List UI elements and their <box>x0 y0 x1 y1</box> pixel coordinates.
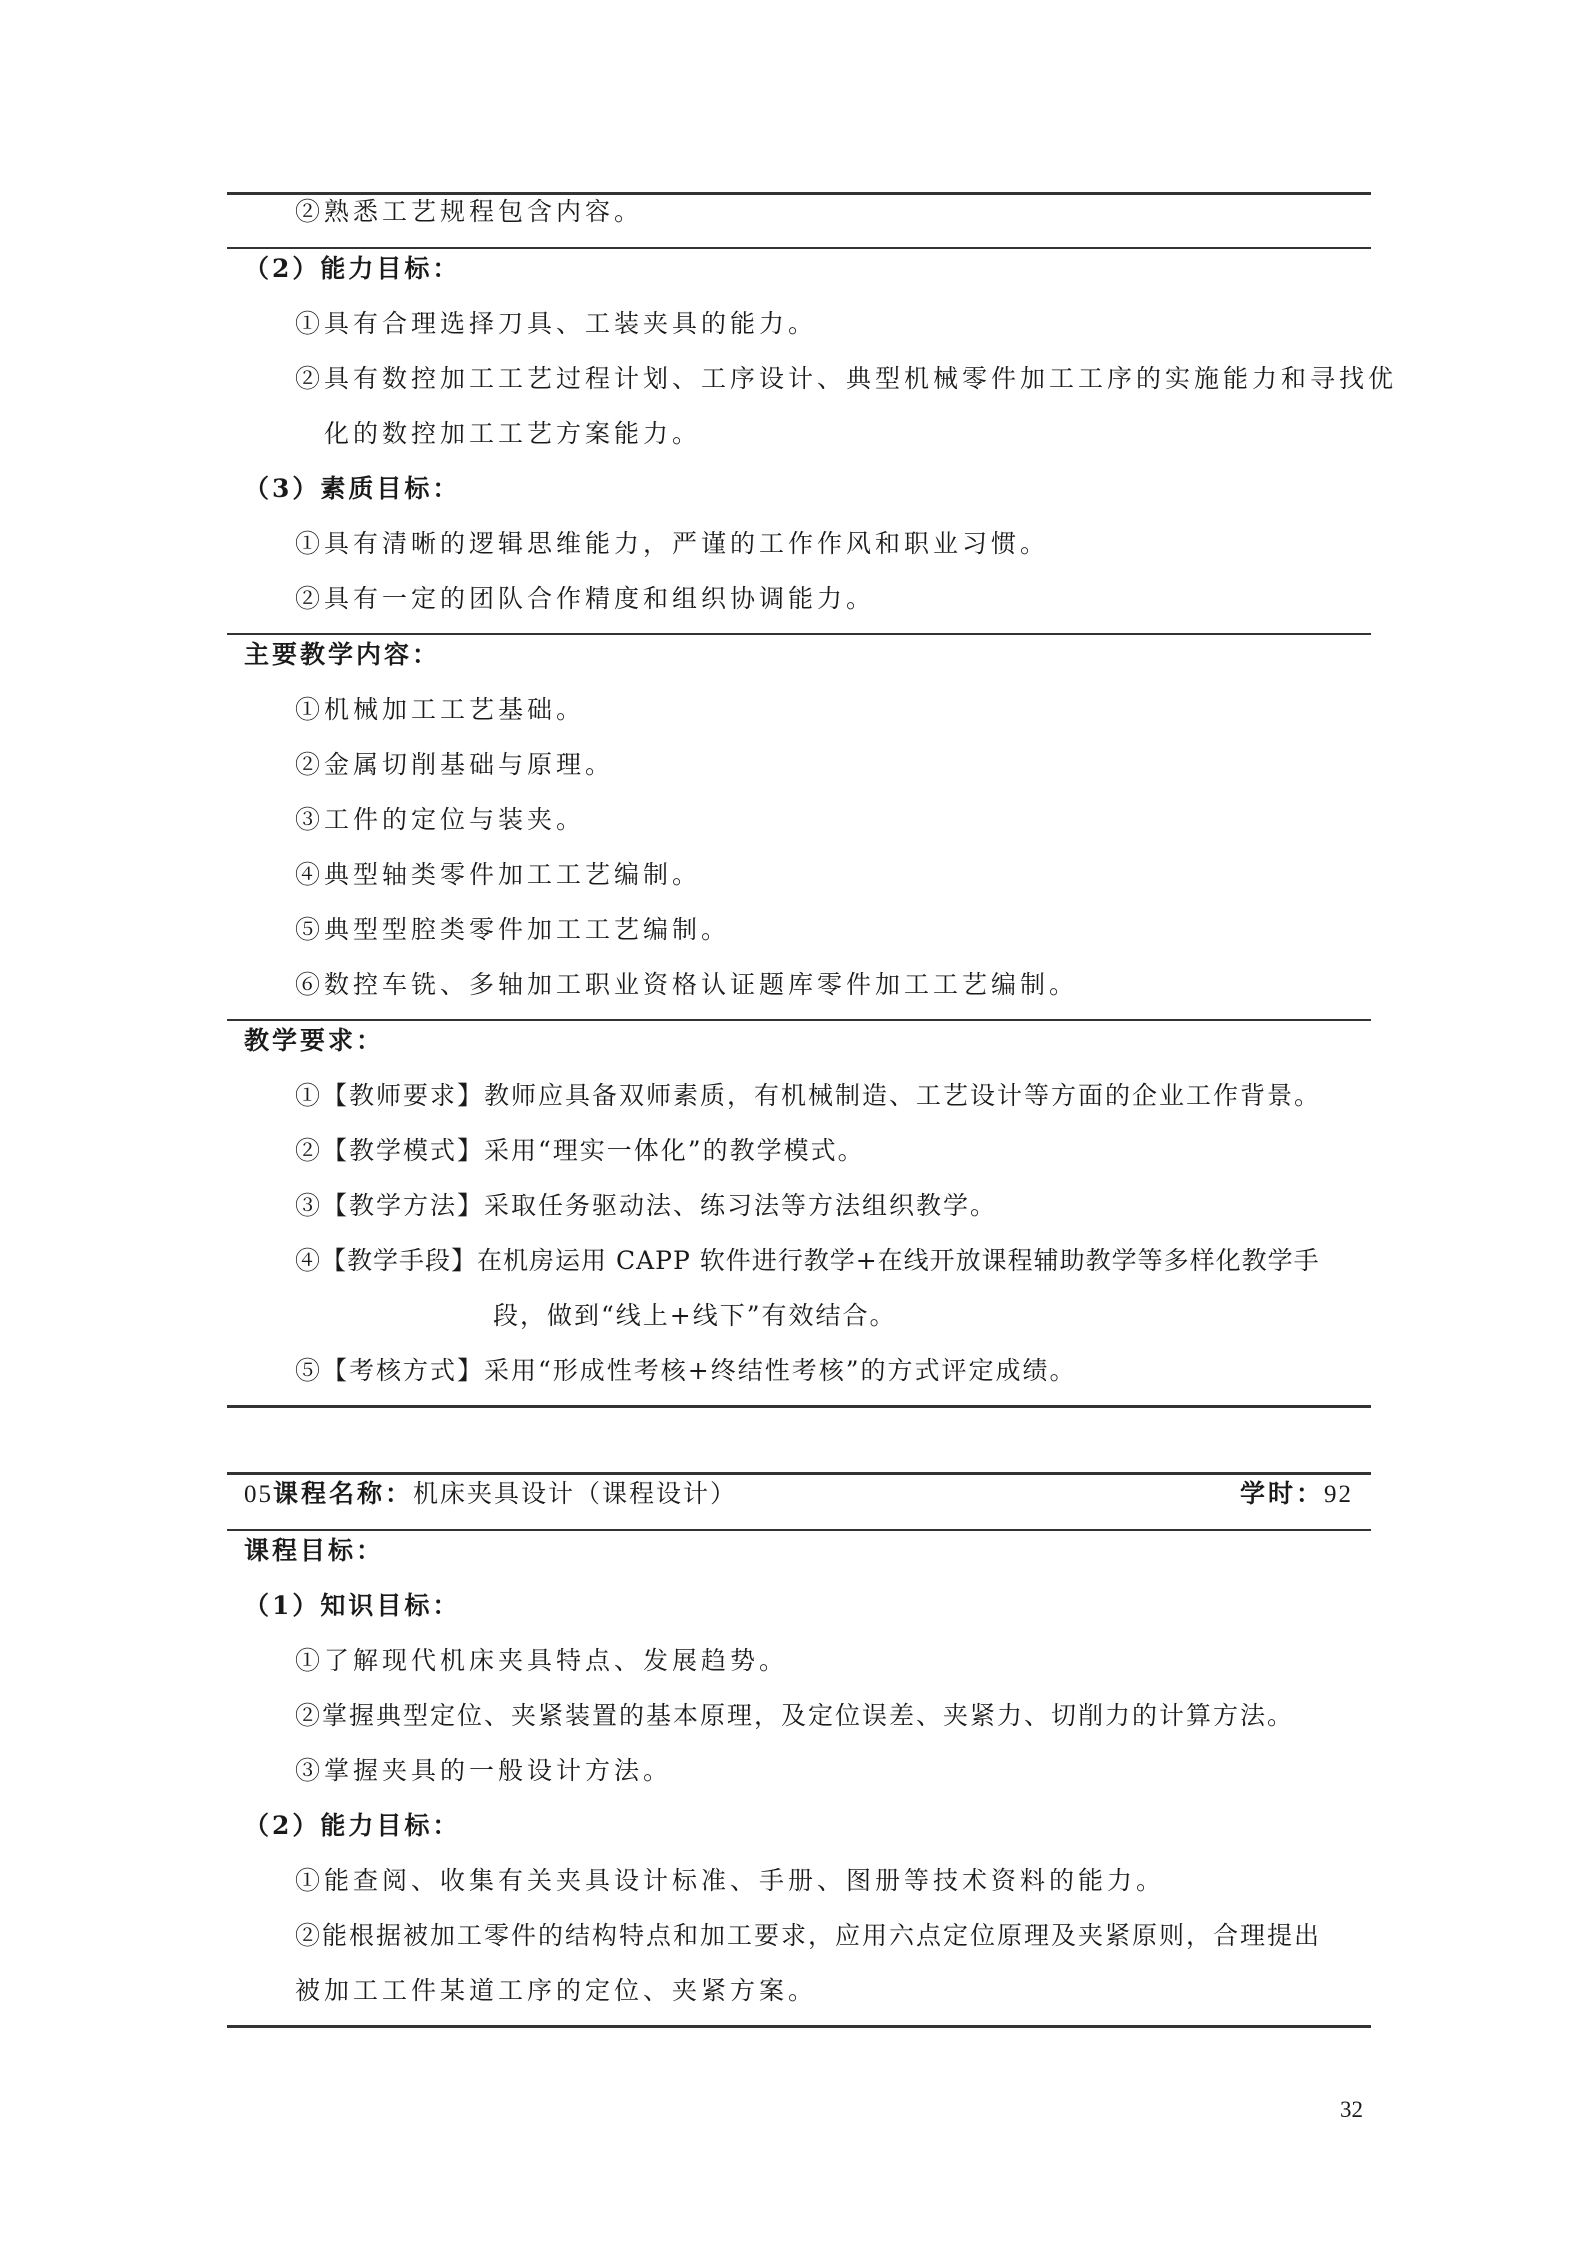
requirement-item-continued: 段，做到“线上+线下”有效结合。 <box>493 1301 897 1330</box>
course-name: 机床夹具设计（课程设计） <box>413 1479 738 1508</box>
section-divider <box>227 1529 1371 1531</box>
knowledge-item: ③掌握夹具的一般设计方法。 <box>295 1756 673 1785</box>
table-top-rule <box>227 1472 1371 1475</box>
section-divider <box>227 1019 1371 1021</box>
requirement-item: ④【教学手段】在机房运用 CAPP 软件进行教学+在线开放课程辅助教学等多样化教学手 <box>295 1246 1320 1275</box>
content-heading: 主要教学内容： <box>244 640 441 669</box>
requirements-heading: 教学要求： <box>244 1026 385 1055</box>
requirement-item: ②【教学模式】采用“理实一体化”的教学模式。 <box>295 1136 865 1165</box>
requirement-item: ⑤【考核方式】采用“形成性考核+终结性考核”的方式评定成绩。 <box>295 1356 1077 1385</box>
content-item: ②金属切削基础与原理。 <box>295 750 615 779</box>
content-item: ⑥数控车铣、多轴加工职业资格认证题库零件加工工艺编制。 <box>295 970 1079 999</box>
ability-heading: （2）能力目标： <box>244 254 461 283</box>
page-number: 32 <box>1340 2097 1363 2122</box>
table-bottom-rule <box>227 1405 1371 1408</box>
knowledge-heading: （1）知识目标： <box>244 1591 461 1620</box>
hours-label: 学时： <box>1240 1479 1325 1508</box>
knowledge-item: ②掌握典型定位、夹紧装置的基本原理，及定位误差、夹紧力、切削力的计算方法。 <box>295 1701 1295 1730</box>
ability-item-continued: 化的数控加工工艺方案能力。 <box>324 419 702 448</box>
quality-item: ②具有一定的团队合作精度和组织协调能力。 <box>295 584 876 613</box>
table-bottom-rule <box>227 2025 1371 2028</box>
ability-heading: （2）能力目标： <box>244 1811 461 1840</box>
content-item: ⑤典型型腔类零件加工工艺编制。 <box>295 915 731 944</box>
section-divider <box>227 247 1371 249</box>
ability-item: ②能根据被加工零件的结构特点和加工要求，应用六点定位原理及夹紧原则，合理提出 <box>295 1921 1322 1950</box>
course-name-label: 课程名称： <box>273 1479 414 1508</box>
course-hours <box>1240 1478 1353 1511</box>
content-item: ①机械加工工艺基础。 <box>295 695 586 724</box>
quality-heading: （3）素质目标： <box>244 474 461 503</box>
hours-value: 92 <box>1324 1481 1354 1508</box>
requirement-item: ①【教师要求】教师应具备双师素质，有机械制造、工艺设计等方面的企业工作背景。 <box>295 1081 1322 1110</box>
knowledge-item: ①了解现代机床夹具特点、发展趋势。 <box>295 1646 789 1675</box>
section-divider <box>227 633 1371 635</box>
goals-heading: 课程目标： <box>244 1536 385 1565</box>
ability-item: ①能查阅、收集有关夹具设计标准、手册、图册等技术资料的能力。 <box>295 1866 1166 1895</box>
quality-item: ①具有清晰的逻辑思维能力，严谨的工作作风和职业习惯。 <box>295 529 1050 558</box>
requirement-item: ③【教学方法】采取任务驱动法、练习法等方法组织教学。 <box>295 1191 998 1220</box>
knowledge-item: ②熟悉工艺规程包含内容。 <box>295 197 644 226</box>
ability-item-continued: 被加工工件某道工序的定位、夹紧方案。 <box>295 1976 818 2005</box>
course-title-row <box>244 1478 737 1511</box>
ability-item: ②具有数控加工工艺过程计划、工序设计、典型机械零件加工工序的实施能力和寻找优 <box>295 364 1398 393</box>
course-number: 05 <box>244 1481 273 1508</box>
ability-item: ①具有合理选择刀具、工装夹具的能力。 <box>295 309 818 338</box>
content-item: ④典型轴类零件加工工艺编制。 <box>295 860 702 889</box>
table-top-rule <box>227 192 1371 195</box>
content-item: ③工件的定位与装夹。 <box>295 805 586 834</box>
